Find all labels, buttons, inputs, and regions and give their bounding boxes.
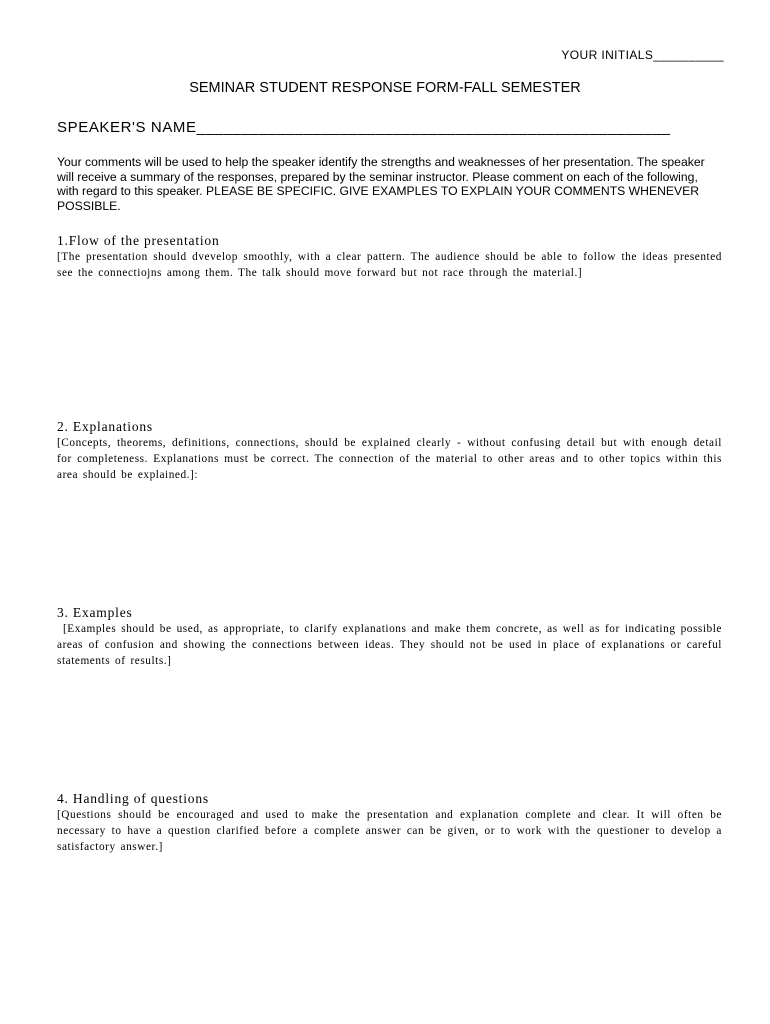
section-description: [The presentation should dvevelop smoothly, with a clear pattern. The audience should be able to follow the ideas presented see the connectiojns among them. The talk should move forward but not race through the material.] [57, 251, 722, 279]
section-description: [Examples should be used, as appropriate, to clarify explanations and make them concrete, as well as for indicating possible areas of confusion and showing the connections between ideas. They should not be used in place of explanations or careful statements of results.] [57, 623, 722, 667]
section-explanations [57, 419, 722, 483]
your-initials-line: YOUR INITIALS__________ [561, 48, 724, 62]
section-handling-of-questions [57, 791, 722, 855]
section-heading: 3. Examples [57, 605, 133, 620]
section-heading: 2. Explanations [57, 419, 153, 434]
speaker-name-line: SPEAKER'S NAME_____________________________________________________ [57, 119, 671, 136]
section-description: [Concepts, theorems, definitions, connections, should be explained clearly - without confusing detail but with enough detail for completeness. Explanations must be correct. The connection of the material to other areas and to other topics within this area should be explained.]: [57, 437, 722, 481]
section-flow-of-presentation [57, 233, 722, 282]
instructions-paragraph: Your comments will be used to help the speaker identify the strengths and weaknesses of her presentation. The speaker will receive a summary of the responses, prepared by the seminar instructor. Please comment on each of the following, with regard to this speaker. PLEASE BE SPECIFIC. GIVE EXAMPLES TO EXPLAIN YOUR COMMENTS WHENEVER POSSIBLE. [57, 155, 705, 213]
section-examples [57, 605, 722, 669]
section-heading: 1.Flow of the presentation [57, 233, 220, 248]
form-title: SEMINAR STUDENT RESPONSE FORM-FALL SEMESTER [189, 80, 581, 96]
section-heading: 4. Handling of questions [57, 791, 209, 806]
section-description: [Questions should be encouraged and used to make the presentation and explanation complete and clear. It will often be necessary to have a question clarified before a complete answer can be given, or to work with the questioner to develop a satisfactory answer.] [57, 809, 722, 853]
